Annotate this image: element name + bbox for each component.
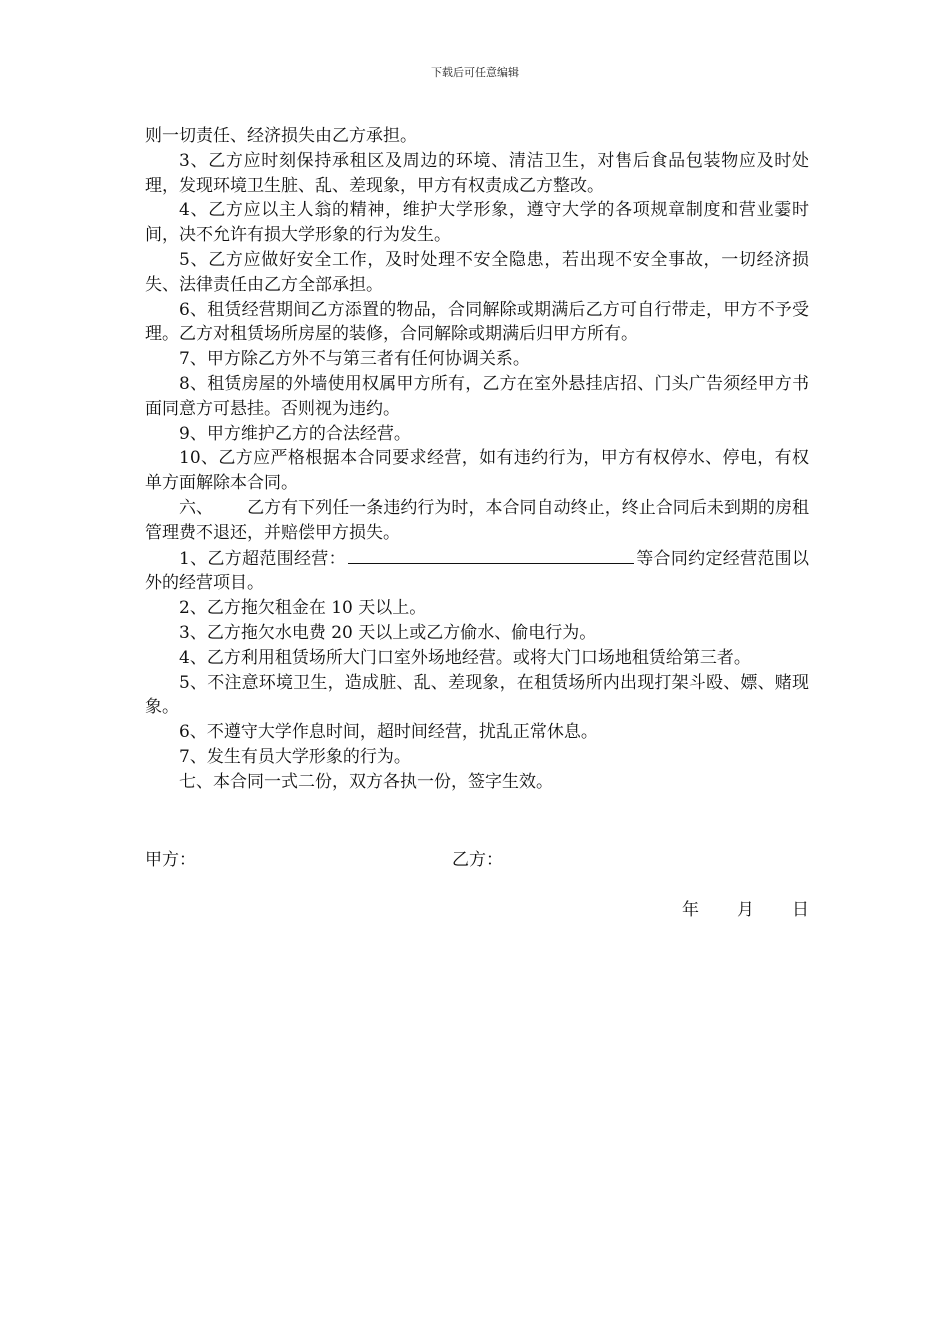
paragraph-clause-7: 7、甲方除乙方外不与第三者有任何协调关系。 — [179, 349, 530, 370]
date-day-label: 日 — [792, 900, 809, 920]
paragraph-clause-4: 4、乙方应以主人翁的精神，维护大学形象，遵守大学的各项规章制度和营业霎时间，决不允许有损大学形象的行为发生。 — [145, 200, 809, 246]
section-six-number: 六、 — [179, 497, 214, 518]
paragraph-clause-8: 8、租赁房屋的外墙使用权属甲方所有，乙方在室外悬挂店招、门头广告须经甲方书面同意方可悬挂。否则视为违约。 — [145, 373, 809, 419]
signature-row — [145, 848, 809, 873]
violation-item-6: 6、不遵守大学作息时间，超时间经营，扰乱正常休息。 — [179, 722, 598, 743]
contract-body — [145, 124, 809, 795]
paragraph-clause-10: 10、乙方应严格根据本合同要求经营，如有违约行为，甲方有权停水、停电，有权单方面解除本合同。 — [145, 448, 809, 494]
paragraph-clause-5: 5、乙方应做好安全工作，及时处理不安全隐患，若出现不安全事故，一切经济损失、法律责任由乙方全部承担。 — [145, 249, 809, 295]
paragraph-clause-3: 3、乙方应时刻保持承租区及周边的环境、清洁卫生，对售后食品包装物应及时处理，发现环境卫生脏、乱、差现象，甲方有权责成乙方整改。 — [145, 150, 809, 196]
party-a-label: 甲方： — [145, 850, 196, 870]
party-b-label: 乙方： — [452, 850, 503, 870]
date-row — [145, 898, 809, 923]
violation-item-5: 5、不注意环境卫生，造成脏、乱、差现象，在租赁场所内出现打架斗殴、嫖、赌现象。 — [145, 672, 809, 718]
header-note: 下载后可任意编辑 — [431, 66, 519, 79]
violation-item-2: 2、乙方拖欠租金在 10 天以上。 — [179, 598, 427, 619]
paragraph-clause-9: 9、甲方维护乙方的合法经营。 — [179, 423, 411, 444]
scope-blank-line — [348, 546, 634, 564]
section-six-text: 乙方有下列任一条违约行为时，本合同自动终止，终止合同后未到期的房租管理费不退还，并赔偿甲方损失。 — [145, 497, 810, 543]
date-month-label: 月 — [737, 900, 754, 920]
paragraph-clause-6: 6、租赁经营期间乙方添置的物品，合同解除或期满后乙方可自行带走，甲方不予受理。乙方对租赁场所房屋的装修，合同解除或期满后归甲方所有。 — [145, 299, 809, 345]
section-six — [145, 496, 809, 546]
violation-item-1-prefix: 1、乙方超范围经营： — [179, 548, 346, 569]
violation-item-4: 4、乙方利用租赁场所大门口室外场地经营。或将大门口场地租赁给第三者。 — [179, 647, 751, 668]
date-fields — [682, 898, 809, 923]
paragraph-continuation: 则一切责任、经济损失由乙方承担。 — [145, 126, 417, 146]
violation-item-3: 3、乙方拖欠水电费 20 天以上或乙方偷水、偷电行为。 — [179, 622, 597, 643]
violation-item-1-suffix: 等合同约定经营范围以外的经营项目。 — [145, 548, 809, 594]
violation-item-7: 7、发生有员大学形象的行为。 — [179, 746, 411, 767]
date-year-label: 年 — [682, 900, 699, 920]
section-seven: 七、本合同一式二份，双方各执一份，签字生效。 — [179, 771, 553, 792]
violation-item-1 — [145, 546, 809, 597]
